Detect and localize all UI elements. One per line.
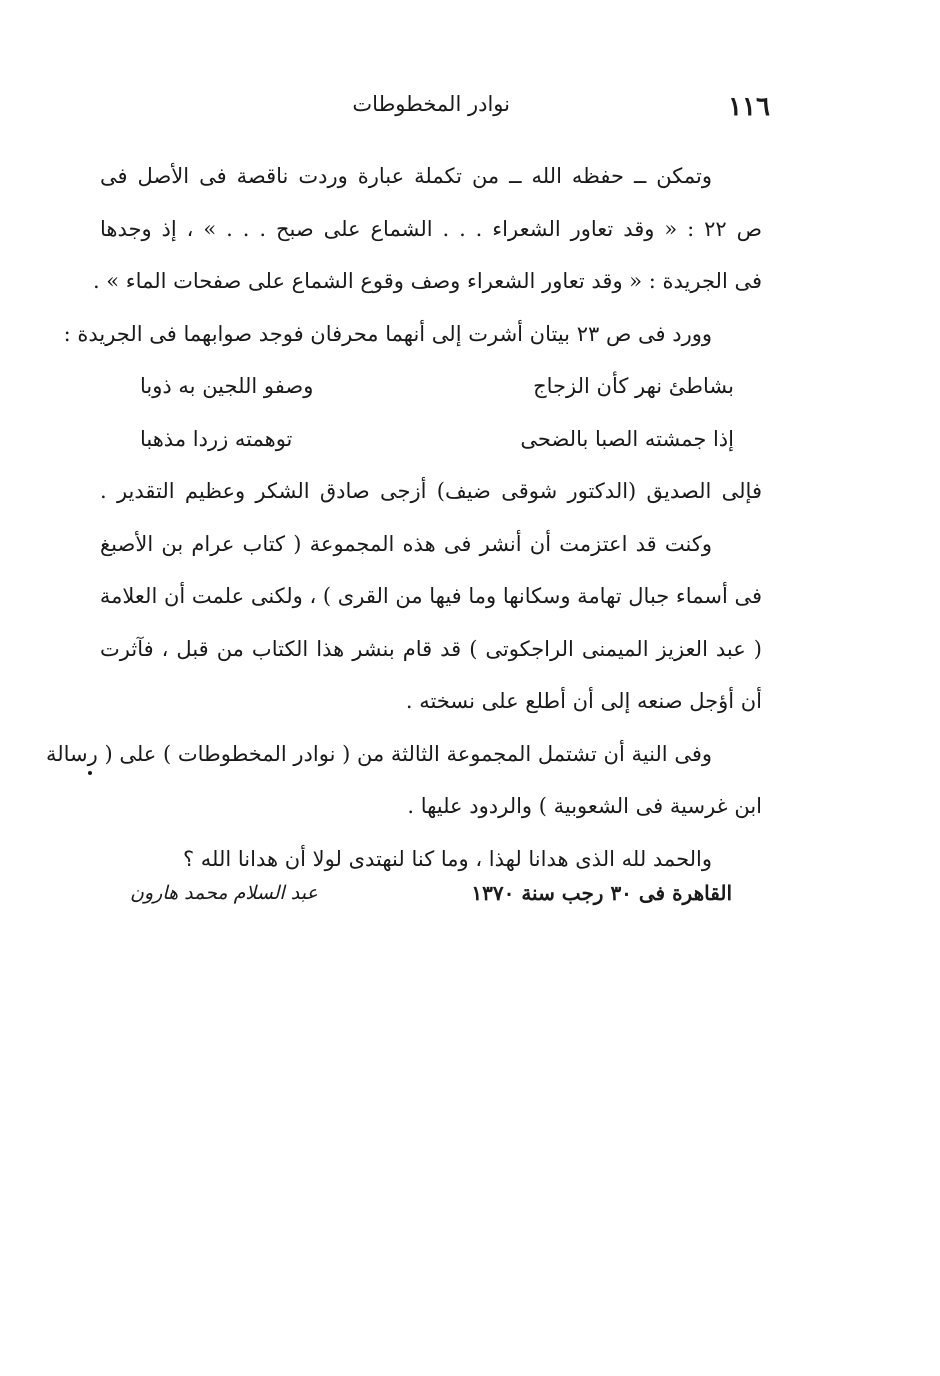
verse-first-hemistich: إذا جمشته الصبا بالضحى: [520, 426, 734, 451]
signature-row: [130, 870, 732, 916]
poem-verse: [100, 360, 762, 413]
author-signature: عبد السلام محمد هارون: [130, 882, 318, 904]
paragraph-line: أن أؤجل صنعه إلى أن أطلع على نسخته .: [405, 689, 762, 713]
paragraph-line: وورد فى ص ٢٣ بيتان أشرت إلى أنهما محرفان فوجد صوابهما فى الجريدة :: [63, 321, 712, 346]
paragraph-line: ابن غرسية فى الشعوبية ) والردود عليها .: [407, 794, 762, 818]
paragraph-line: وتمكن ــ حفظه الله ــ من تكملة عبارة وردت ناقصة فى الأصل فى: [100, 164, 712, 188]
margin-dot: [88, 771, 92, 775]
paragraph-line: وفى النية أن تشتمل المجموعة الثالثة من ( نوادر المخطوطات ) على ( رسالة: [45, 741, 712, 766]
paragraph-line: وكنت قد اعتزمت أن أنشر فى هذه المجموعة ( كتاب عرام بن الأصبغ: [100, 531, 712, 556]
poem-verse: [100, 413, 762, 466]
paragraph-line: فإلى الصديق (الدكتور شوقى ضيف) أزجى صادق الشكر وعظيم التقدير .: [100, 479, 762, 503]
paragraph-line: ص ٢٢ : « وقد تعاور الشعراء . . . الشماع على صبح . . . » ، إذ وجدها: [100, 216, 762, 241]
paragraph-line: ( عبد العزيز الميمنى الراجكوتى ) قد قام بنشر هذا الكتاب من قبل ، فآثرت: [100, 636, 762, 661]
verse-first-hemistich: بشاطئ نهر كأن الزجاج: [533, 374, 734, 398]
verse-second-hemistich: وصفو اللجين به ذوبا: [140, 374, 314, 398]
paragraph-line: فى الجريدة : « وقد تعاور الشعراء وصف وقوع الشماع على صفحات الماء » .: [92, 269, 762, 293]
verse-second-hemistich: توهمته زردا مذهبا: [140, 426, 293, 451]
body-text: [45, 150, 762, 885]
place-and-date: القاهرة فى ٣٠ رجب سنة ١٣٧٠: [471, 881, 732, 905]
paragraph-line: فى أسماء جبال تهامة وسكانها وما فيها من القرى ) ، ولكنى علمت أن العلامة: [99, 584, 762, 608]
running-title: نوادر المخطوطات: [352, 92, 510, 116]
closing-sentence: والحمد لله الذى هدانا لهذا ، وما كنا لنهتدى لولا أن هدانا الله ؟: [182, 846, 712, 871]
page-number: ١١٦: [728, 92, 770, 122]
page-header: [100, 88, 770, 128]
